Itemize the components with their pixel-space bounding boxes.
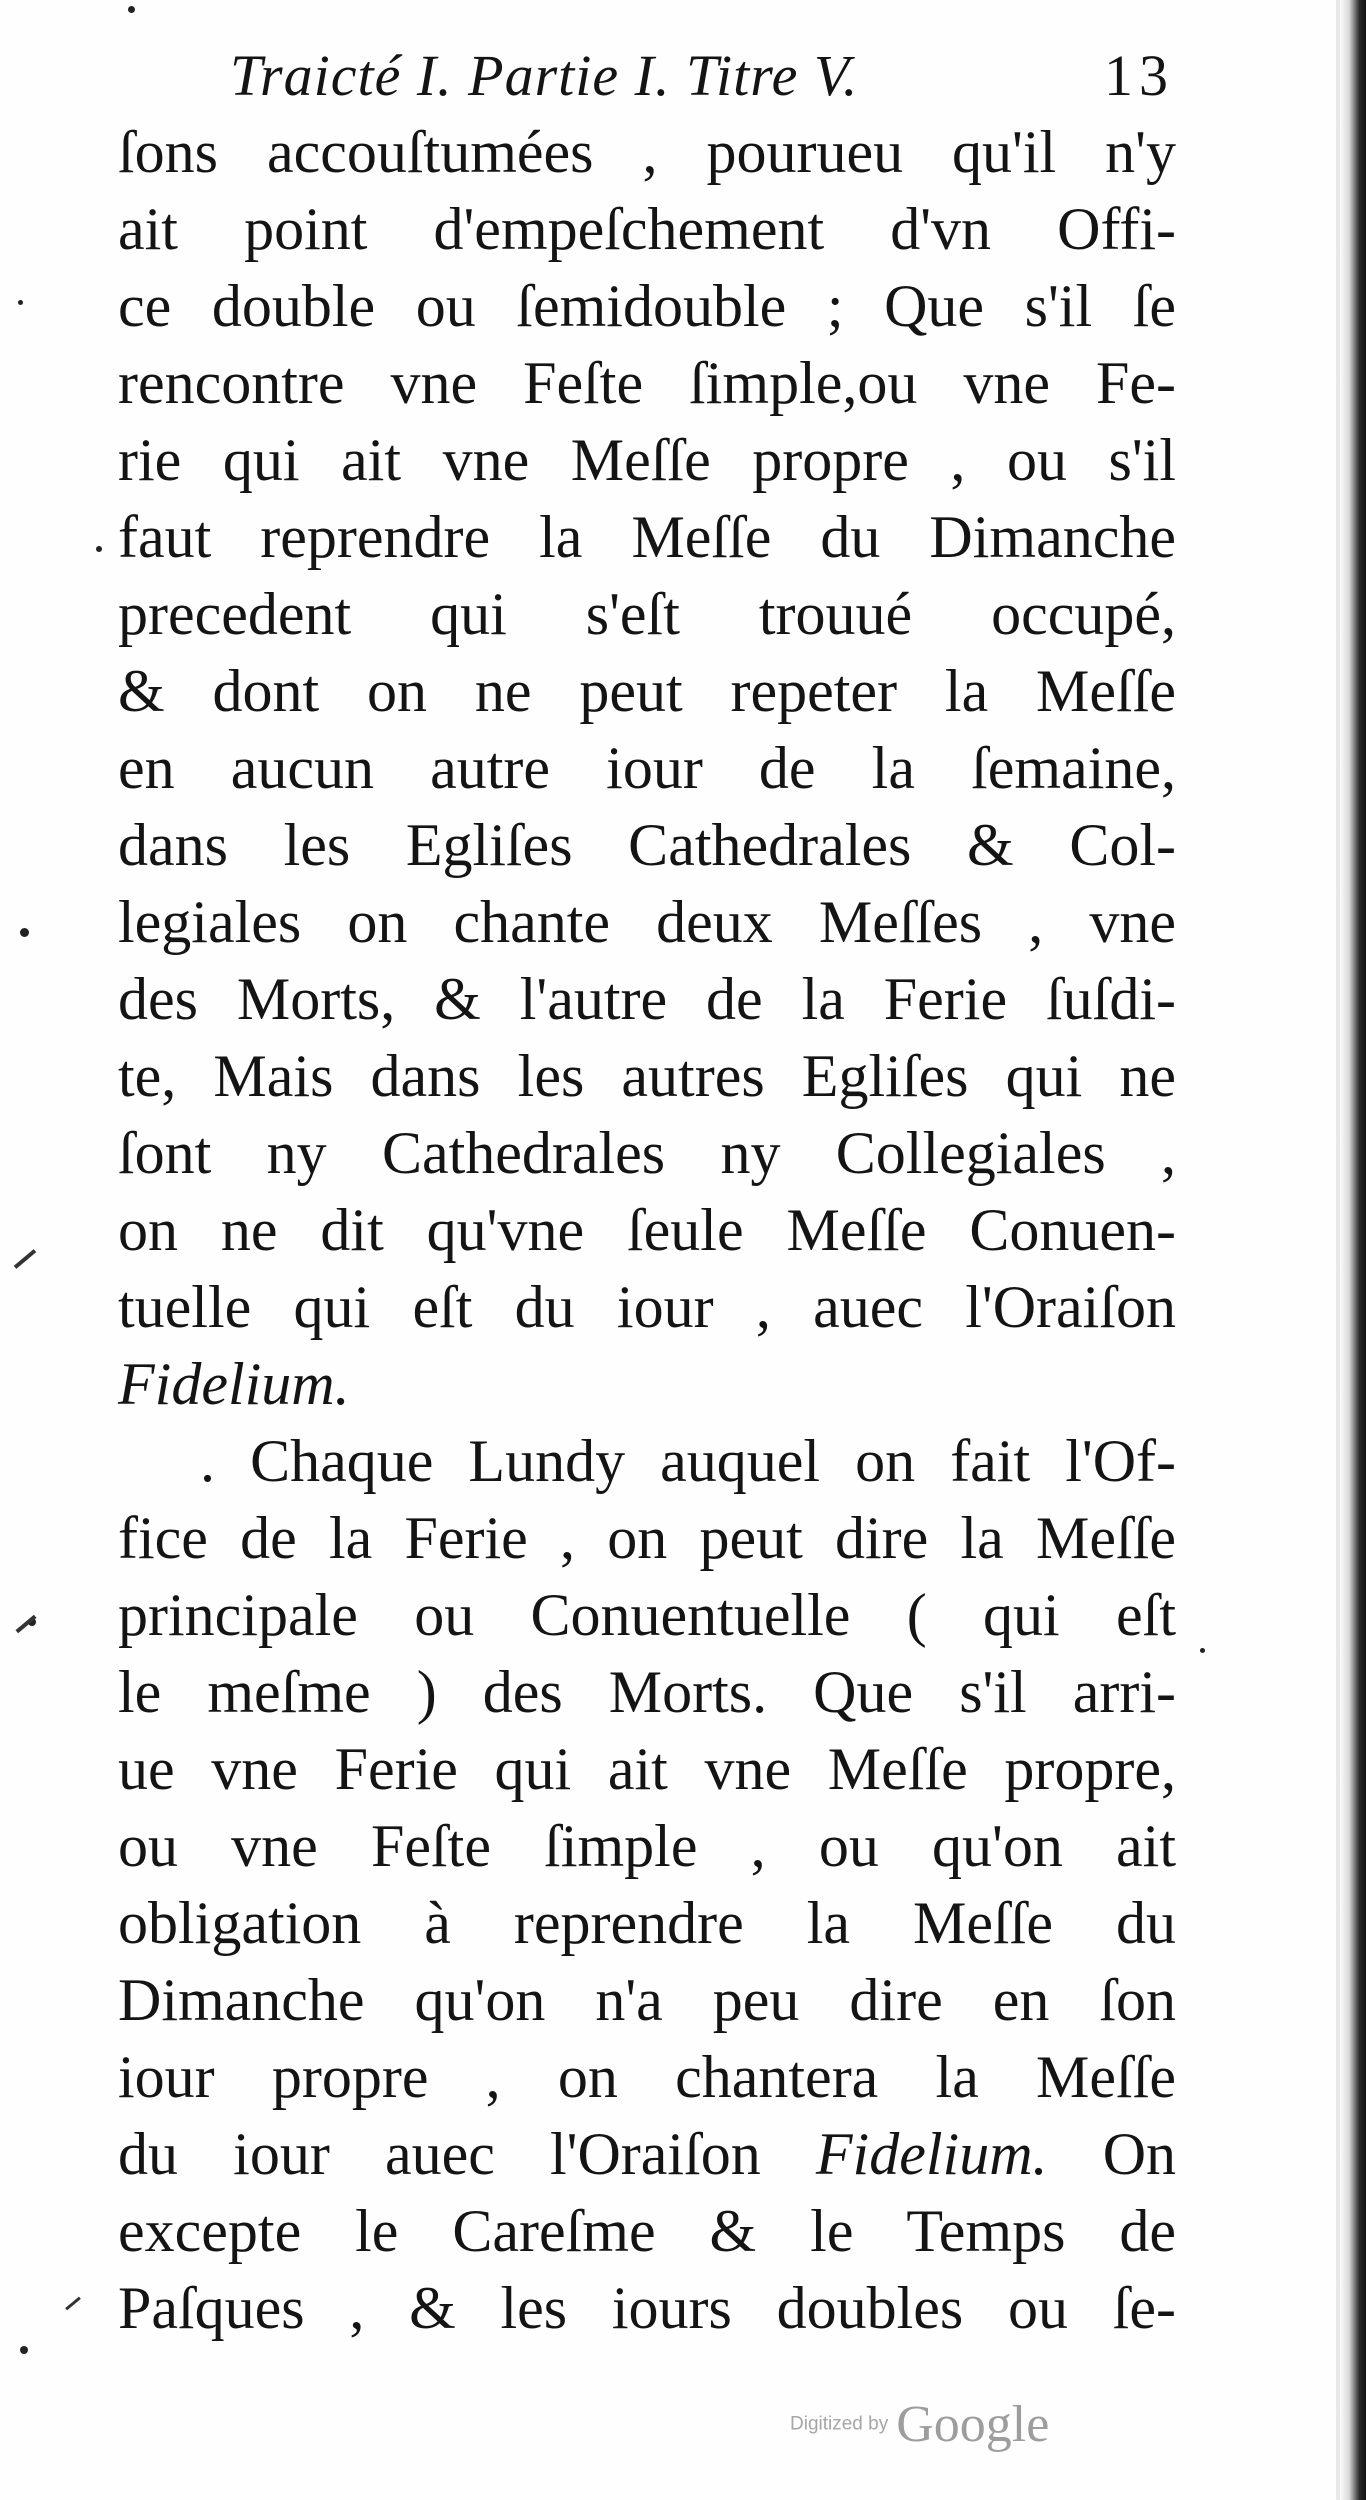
running-head-title: Traicté I. Partie I. Titre V. — [230, 43, 859, 108]
text-line-italic: Fidelium. — [118, 1351, 350, 1417]
text-line: fice de la Ferie , on peut dire la Meſſe — [118, 1505, 1176, 1571]
ink-speck — [20, 2346, 28, 2354]
text-line: dans les Egliſes Cathedrales & Col- — [118, 812, 1176, 878]
text-line: ſons accouſtumées , pourueu qu'il n'y — [118, 119, 1176, 185]
text-line: rie qui ait vne Meſſe propre , ou s'il — [118, 427, 1176, 493]
google-wordmark: Google — [896, 2396, 1050, 2453]
text-line: ce double ou ſemidouble ; Que s'il ſe — [118, 273, 1176, 339]
text-segment: On — [1102, 2121, 1177, 2187]
ink-mark — [14, 1249, 36, 1269]
text-line: excepte le Careſme & le Temps de — [118, 2198, 1176, 2264]
text-line: precedent qui s'eſt trouué occupé, — [118, 581, 1176, 647]
body-text — [118, 114, 1176, 2347]
text-line: legiales on chante deux Meſſes , vne — [118, 889, 1176, 955]
ink-mark — [65, 2297, 81, 2311]
text-line-mixed — [118, 2116, 1176, 2193]
text-line: tuelle qui eſt du iour , auec l'Oraiſon — [118, 1274, 1176, 1340]
text-line: rencontre vne Feſte ſimple,ou vne Fe- — [118, 350, 1176, 416]
text-line: on ne dit qu'vne ſeule Meſſe Conuen- — [118, 1197, 1176, 1263]
text-line: iour propre , on chantera la Meſſe — [118, 2044, 1176, 2110]
ink-speck — [128, 6, 135, 13]
page-number: 13 — [1104, 43, 1174, 108]
paragraph-start-line: . Chaque Lundy auquel on fait l'Of- — [200, 1428, 1176, 1494]
text-line: ou vne Feſte ſimple , ou qu'on ait — [118, 1813, 1176, 1879]
text-line: Dimanche qu'on n'a peu dire en ſon — [118, 1967, 1176, 2033]
text-line: Paſques , & les iours doubles ou ſe- — [118, 2275, 1176, 2341]
text-line: faut reprendre la Meſſe du Dimanche — [118, 504, 1176, 570]
ink-speck — [1200, 1648, 1205, 1653]
text-segment-italic: Fidelium. — [815, 2121, 1048, 2187]
text-line: te, Mais dans les autres Egliſes qui ne — [118, 1043, 1176, 1109]
text-line: en aucun autre iour de la ſemaine, — [118, 735, 1176, 801]
text-line: principale ou Conuentuelle ( qui eſt — [118, 1582, 1176, 1648]
watermark-digitized-by: Digitized by — [790, 2413, 889, 2435]
text-line: le meſme ) des Morts. Que s'il arri- — [118, 1659, 1176, 1725]
text-line: ue vne Ferie qui ait vne Meſſe propre, — [118, 1736, 1176, 1802]
text-line: ait point d'empeſchement d'vn Offi- — [118, 196, 1176, 262]
text-line: & dont on ne peut repeter la Meſſe — [118, 658, 1176, 724]
ink-speck — [20, 928, 29, 937]
text-segment: du iour auec l'Oraiſon — [118, 2121, 761, 2187]
digitized-by-google-watermark — [790, 2395, 1049, 2465]
ink-speck — [18, 300, 23, 305]
text-line: des Morts, & l'autre de la Ferie ſuſdi- — [118, 966, 1176, 1032]
text-line: obligation à reprendre la Meſſe du — [118, 1890, 1176, 1956]
ink-speck — [96, 546, 102, 552]
book-gutter-shadow — [1340, 0, 1366, 2500]
text-line: ſont ny Cathedrales ny Collegiales , — [118, 1120, 1176, 1186]
running-head — [118, 38, 1178, 114]
